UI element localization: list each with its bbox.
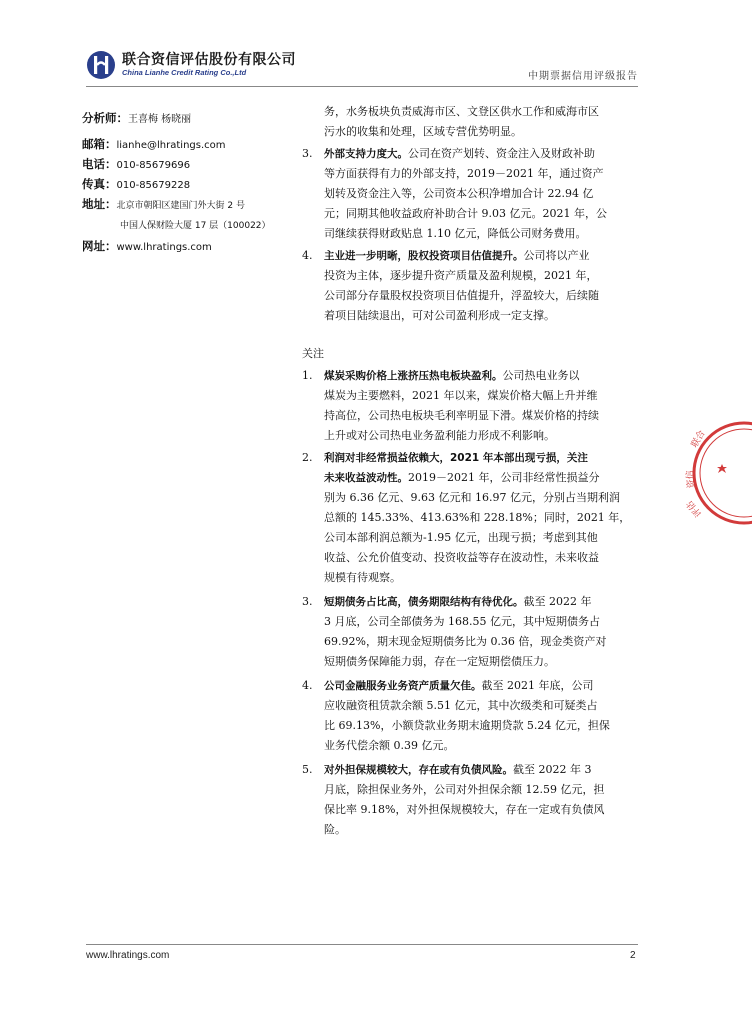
concern-line: 上升或对公司热电业务盈利能力形成不利影响。 [324, 429, 555, 442]
concern-first-line [324, 448, 588, 468]
concern-title: 利润对非经常损益依赖大，2021 年本部出现亏损，关注 [324, 452, 588, 464]
advantage-first-line [324, 144, 595, 164]
phone-value: 010-85679696 [116, 160, 191, 171]
concern-line: 公司本部利润总额为-1.95 亿元，出现亏损；考虑到其他 [324, 531, 598, 544]
concern-number: 1. [302, 369, 313, 382]
advantage-line: 投资为主体，逐步提升资产质量及盈利规模，2021 年， [324, 269, 598, 282]
phone-row [82, 156, 190, 172]
advantage-line: 司继续获得财政贴息 1.10 亿元，降低公司财务费用。 [324, 227, 587, 240]
concern-number: 3. [302, 595, 313, 608]
concern-text: 截至 2022 年 3 [513, 763, 592, 776]
website-value[interactable]: www.lhratings.com [116, 242, 212, 253]
concern-first-line [324, 366, 580, 386]
phone-label: 电话： [82, 157, 117, 171]
email-row [82, 136, 226, 152]
fax-label: 传真： [82, 177, 117, 191]
concern-title: 煤炭采购价格上涨挤压热电板块盈利。 [324, 370, 503, 382]
concern-title: 公司金融服务业务资产质量欠佳。 [324, 680, 482, 692]
concern-number: 2. [302, 451, 313, 464]
advantage-line: 划转及资金注入等，公司资本公积净增加合计 22.94 亿 [324, 187, 594, 200]
page-number: 2 [630, 950, 636, 961]
company-logo-icon [86, 50, 116, 80]
concern-line: 比 69.13%，小额贷款业务期末逾期贷款 5.24 亿元，担保 [324, 719, 610, 732]
footer-website[interactable]: www.lhratings.com [86, 950, 170, 961]
footer-divider [86, 944, 638, 945]
concern-line: 险。 [324, 823, 346, 836]
concern-line: 应收融资租赁款余额 5.51 亿元，其中次级类和可疑类占 [324, 699, 598, 712]
concern-line: 别为 6.36 亿元、9.63 亿元和 16.97 亿元，分别占当期利润 [324, 491, 620, 504]
concern-line: 3 月底，公司全部债务为 168.55 亿元，其中短期债务占 [324, 615, 600, 628]
svg-text:评估: 评估 [685, 498, 705, 519]
website-label: 网址： [82, 239, 117, 253]
header-divider [86, 86, 638, 87]
advantage-text: 公司在资产划转、资金注入及财政补助 [408, 147, 595, 160]
concern-text: 截至 2022 年 [523, 595, 592, 608]
company-seal-stamp [685, 418, 752, 528]
analyst-row [82, 110, 191, 126]
address-label: 地址： [82, 197, 117, 211]
concern-line: 月底，除担保业务外，公司对外担保余额 12.59 亿元，担 [324, 783, 605, 796]
concern-number: 5. [302, 763, 313, 776]
advantage-line: 公司部分存量股权投资项目估值提升，浮盈较大，后续随 [324, 289, 599, 302]
advantage-line: 元；同期其他收益政府补助合计 9.03 亿元。2021 年，公 [324, 207, 607, 220]
svg-text:联合: 联合 [689, 428, 708, 450]
email-label: 邮箱： [82, 137, 117, 151]
concern-first-line [324, 676, 594, 696]
concern-text: 截至 2021 年底，公司 [481, 679, 594, 692]
intro-line: 污水的收集和处理，区域专营优势明显。 [324, 125, 522, 138]
concern-title: 对外担保规模较大，存在或有负债风险。 [324, 764, 513, 776]
advantage-first-line [324, 246, 590, 266]
concern-line: 短期债务保障能力弱，存在一定短期偿债压力。 [324, 655, 555, 668]
concern-line: 收益、公允价值变动、投资收益等存在波动性，未来收益 [324, 551, 599, 564]
company-name-en: China Lianhe Credit Rating Co.,Ltd [122, 68, 247, 77]
concern-line: 规模有待观察。 [324, 571, 401, 584]
concern-text: 2019－2021 年，公司非经常性损益分 [408, 471, 600, 484]
concern-line: 保比率 9.18%，对外担保规模较大，存在一定或有负债风 [324, 803, 605, 816]
advantage-number: 4. [302, 249, 313, 262]
fax-value: 010-85679228 [116, 180, 191, 191]
concern-line: 持高位，公司热电板块毛利率明显下滑。煤炭价格的持续 [324, 409, 599, 422]
advantage-title: 主业进一步明晰，股权投资项目估值提升。 [324, 250, 524, 262]
analyst-label: 分析师： [82, 111, 128, 125]
page-header [86, 40, 638, 86]
analyst-names: 王喜梅 杨晓丽 [128, 114, 192, 125]
svg-text:资信: 资信 [685, 469, 697, 489]
company-name-cn: 联合资信评估股份有限公司 [122, 52, 296, 68]
website-row [82, 238, 212, 254]
concern-line: 69.92%，期末现金短期债务比为 0.36 倍，现金类资产对 [324, 635, 607, 648]
advantage-line: 着项目陆续退出，可对公司盈利形成一定支撑。 [324, 309, 555, 322]
report-title: 中期票据信用评级报告 [528, 71, 638, 82]
address-line1: 北京市朝阳区建国门外大街 2 号 [116, 201, 245, 211]
fax-row [82, 176, 190, 192]
advantage-number: 3. [302, 147, 313, 160]
concern-title: 短期债务占比高，债务期限结构有待优化。 [324, 596, 524, 608]
advantage-title: 外部支持力度大。 [324, 148, 408, 160]
concern-number: 4. [302, 679, 313, 692]
address-line2: 中国人保财险大厦 17 层（100022） [120, 221, 271, 231]
concerns-heading: 关注 [302, 347, 324, 360]
concern-title-cont: 未来收益波动性。 [324, 472, 408, 484]
concern-line: 业务代偿余额 0.39 亿元。 [324, 739, 455, 752]
concern-first-line [324, 592, 592, 612]
concern-first-line [324, 760, 591, 780]
email-value[interactable]: lianhe@lhratings.com [116, 140, 226, 151]
address-row [82, 196, 245, 212]
advantage-line: 等方面获得有力的外部支持，2019－2021 年，通过资产 [324, 167, 604, 180]
concern-second-line [324, 468, 599, 488]
concern-line: 总额的 145.33%、413.63%和 228.18%；同时，2021 年， [324, 511, 631, 524]
intro-line: 务，水务板块负责威海市区、文登区供水工作和威海市区 [324, 105, 599, 118]
concern-text: 公司热电业务以 [502, 369, 580, 382]
concern-line: 煤炭为主要燃料，2021 年以来，煤炭价格大幅上升并维 [324, 389, 598, 402]
advantage-text: 公司将以产业 [523, 249, 590, 262]
